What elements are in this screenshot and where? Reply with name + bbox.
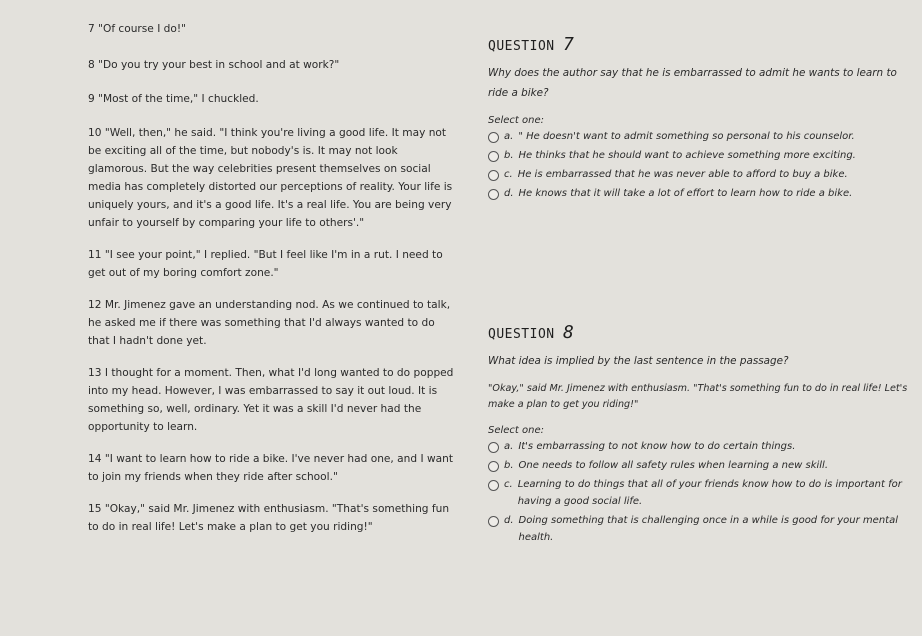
q8-option-a[interactable]: [488, 438, 908, 455]
option-text: " He doesn't want to admit something so personal to his counselor.: [518, 131, 855, 142]
question-number: 7: [562, 34, 575, 55]
option-text: He thinks that he should want to achieve something more exciting.: [518, 150, 856, 161]
option-letter: b.: [504, 460, 514, 471]
question-8-title: [488, 322, 908, 343]
option-text: Doing something that is challenging once in a while is good for your mental health.: [518, 515, 898, 543]
paragraph-8: 8 "Do you try your best in school and at work?": [88, 59, 340, 71]
question-label: QUESTION: [488, 327, 555, 342]
option-letter: a.: [504, 131, 514, 142]
radio-button[interactable]: [488, 189, 499, 200]
q8-option-d[interactable]: [488, 512, 908, 546]
paragraph-11: 11 "I see your point," I replied. "But I feel like I'm in a rut. I need to get out of my boring comfort zone.": [88, 249, 443, 279]
q8-option-c[interactable]: [488, 476, 908, 510]
q8-option-b[interactable]: [488, 457, 908, 474]
paragraph-12: 12 Mr. Jimenez gave an understanding nod. As we continued to talk, he asked me if there was something that I'd always wanted to do that I hadn't done yet.: [88, 299, 451, 347]
radio-button[interactable]: [488, 170, 499, 181]
select-one-label: Select one:: [488, 425, 545, 436]
radio-button[interactable]: [488, 461, 499, 472]
question-8-prompt: What idea is implied by the last sentence in the passage?: [488, 355, 789, 367]
option-letter: d.: [504, 188, 514, 199]
select-one-label: Select one:: [488, 115, 545, 126]
option-letter: c.: [504, 169, 513, 180]
reading-passage: [88, 20, 458, 536]
radio-button[interactable]: [488, 442, 499, 453]
option-letter: a.: [504, 441, 514, 452]
q7-option-c[interactable]: [488, 166, 908, 183]
paragraph-7: 7 "Of course I do!": [88, 23, 187, 35]
option-text: Learning to do things that all of your friends know how to do is important for having a good social life.: [517, 479, 902, 507]
radio-button[interactable]: [488, 132, 499, 143]
question-7-prompt: Why does the author say that he is embarrassed to admit he wants to learn to ride a bike?: [488, 67, 897, 99]
question-7: [488, 34, 908, 202]
option-text: One needs to follow all safety rules when learning a new skill.: [518, 460, 829, 471]
option-text: It's embarrassing to not know how to do certain things.: [518, 441, 796, 452]
paragraph-9: 9 "Most of the time," I chuckled.: [88, 93, 259, 105]
option-letter: d.: [504, 515, 514, 526]
q7-option-b[interactable]: [488, 147, 908, 164]
option-text: He knows that it will take a lot of effort to learn how to ride a bike.: [518, 188, 853, 199]
paragraph-10: 10 "Well, then," he said. "I think you're living a good life. It may not be exciting all of the time, but nobody's is. It may not look glamorous. But the way celebrities present themselves on social media has completely distorted our perceptions of reality. Your life is uniquely yours, and it's a good life. It's a real life. You are being very unfair to yourself by comparing your life to others'.": [88, 127, 453, 229]
q7-option-d[interactable]: [488, 185, 908, 202]
radio-button[interactable]: [488, 151, 499, 162]
question-8-quote: "Okay," said Mr. Jimenez with enthusiasm. "That's something fun to do in real life! Let's make a plan to get you riding!": [488, 383, 908, 410]
paragraph-15: 15 "Okay," said Mr. Jimenez with enthusiasm. "That's something fun to do in real life! Let's make a plan to get you riding!": [88, 503, 450, 533]
question-number: 8: [562, 322, 575, 343]
option-text: He is embarrassed that he was never able to afford to buy a bike.: [517, 169, 848, 180]
option-letter: b.: [504, 150, 514, 161]
question-7-title: [488, 34, 908, 55]
option-letter: c.: [504, 479, 513, 490]
question-8: [488, 322, 908, 546]
radio-button[interactable]: [488, 480, 499, 491]
q7-option-a[interactable]: [488, 128, 908, 145]
question-label: QUESTION: [488, 39, 555, 54]
paragraph-14: 14 "I want to learn how to ride a bike. I've never had one, and I want to join my friends when they ride after school.": [88, 453, 453, 483]
paragraph-13: 13 I thought for a moment. Then, what I'd long wanted to do popped into my head. However, I was embarrassed to say it out loud. It is something so, well, ordinary. Yet it was a skill I'd never had the opportunity to learn.: [88, 367, 454, 433]
radio-button[interactable]: [488, 516, 499, 527]
